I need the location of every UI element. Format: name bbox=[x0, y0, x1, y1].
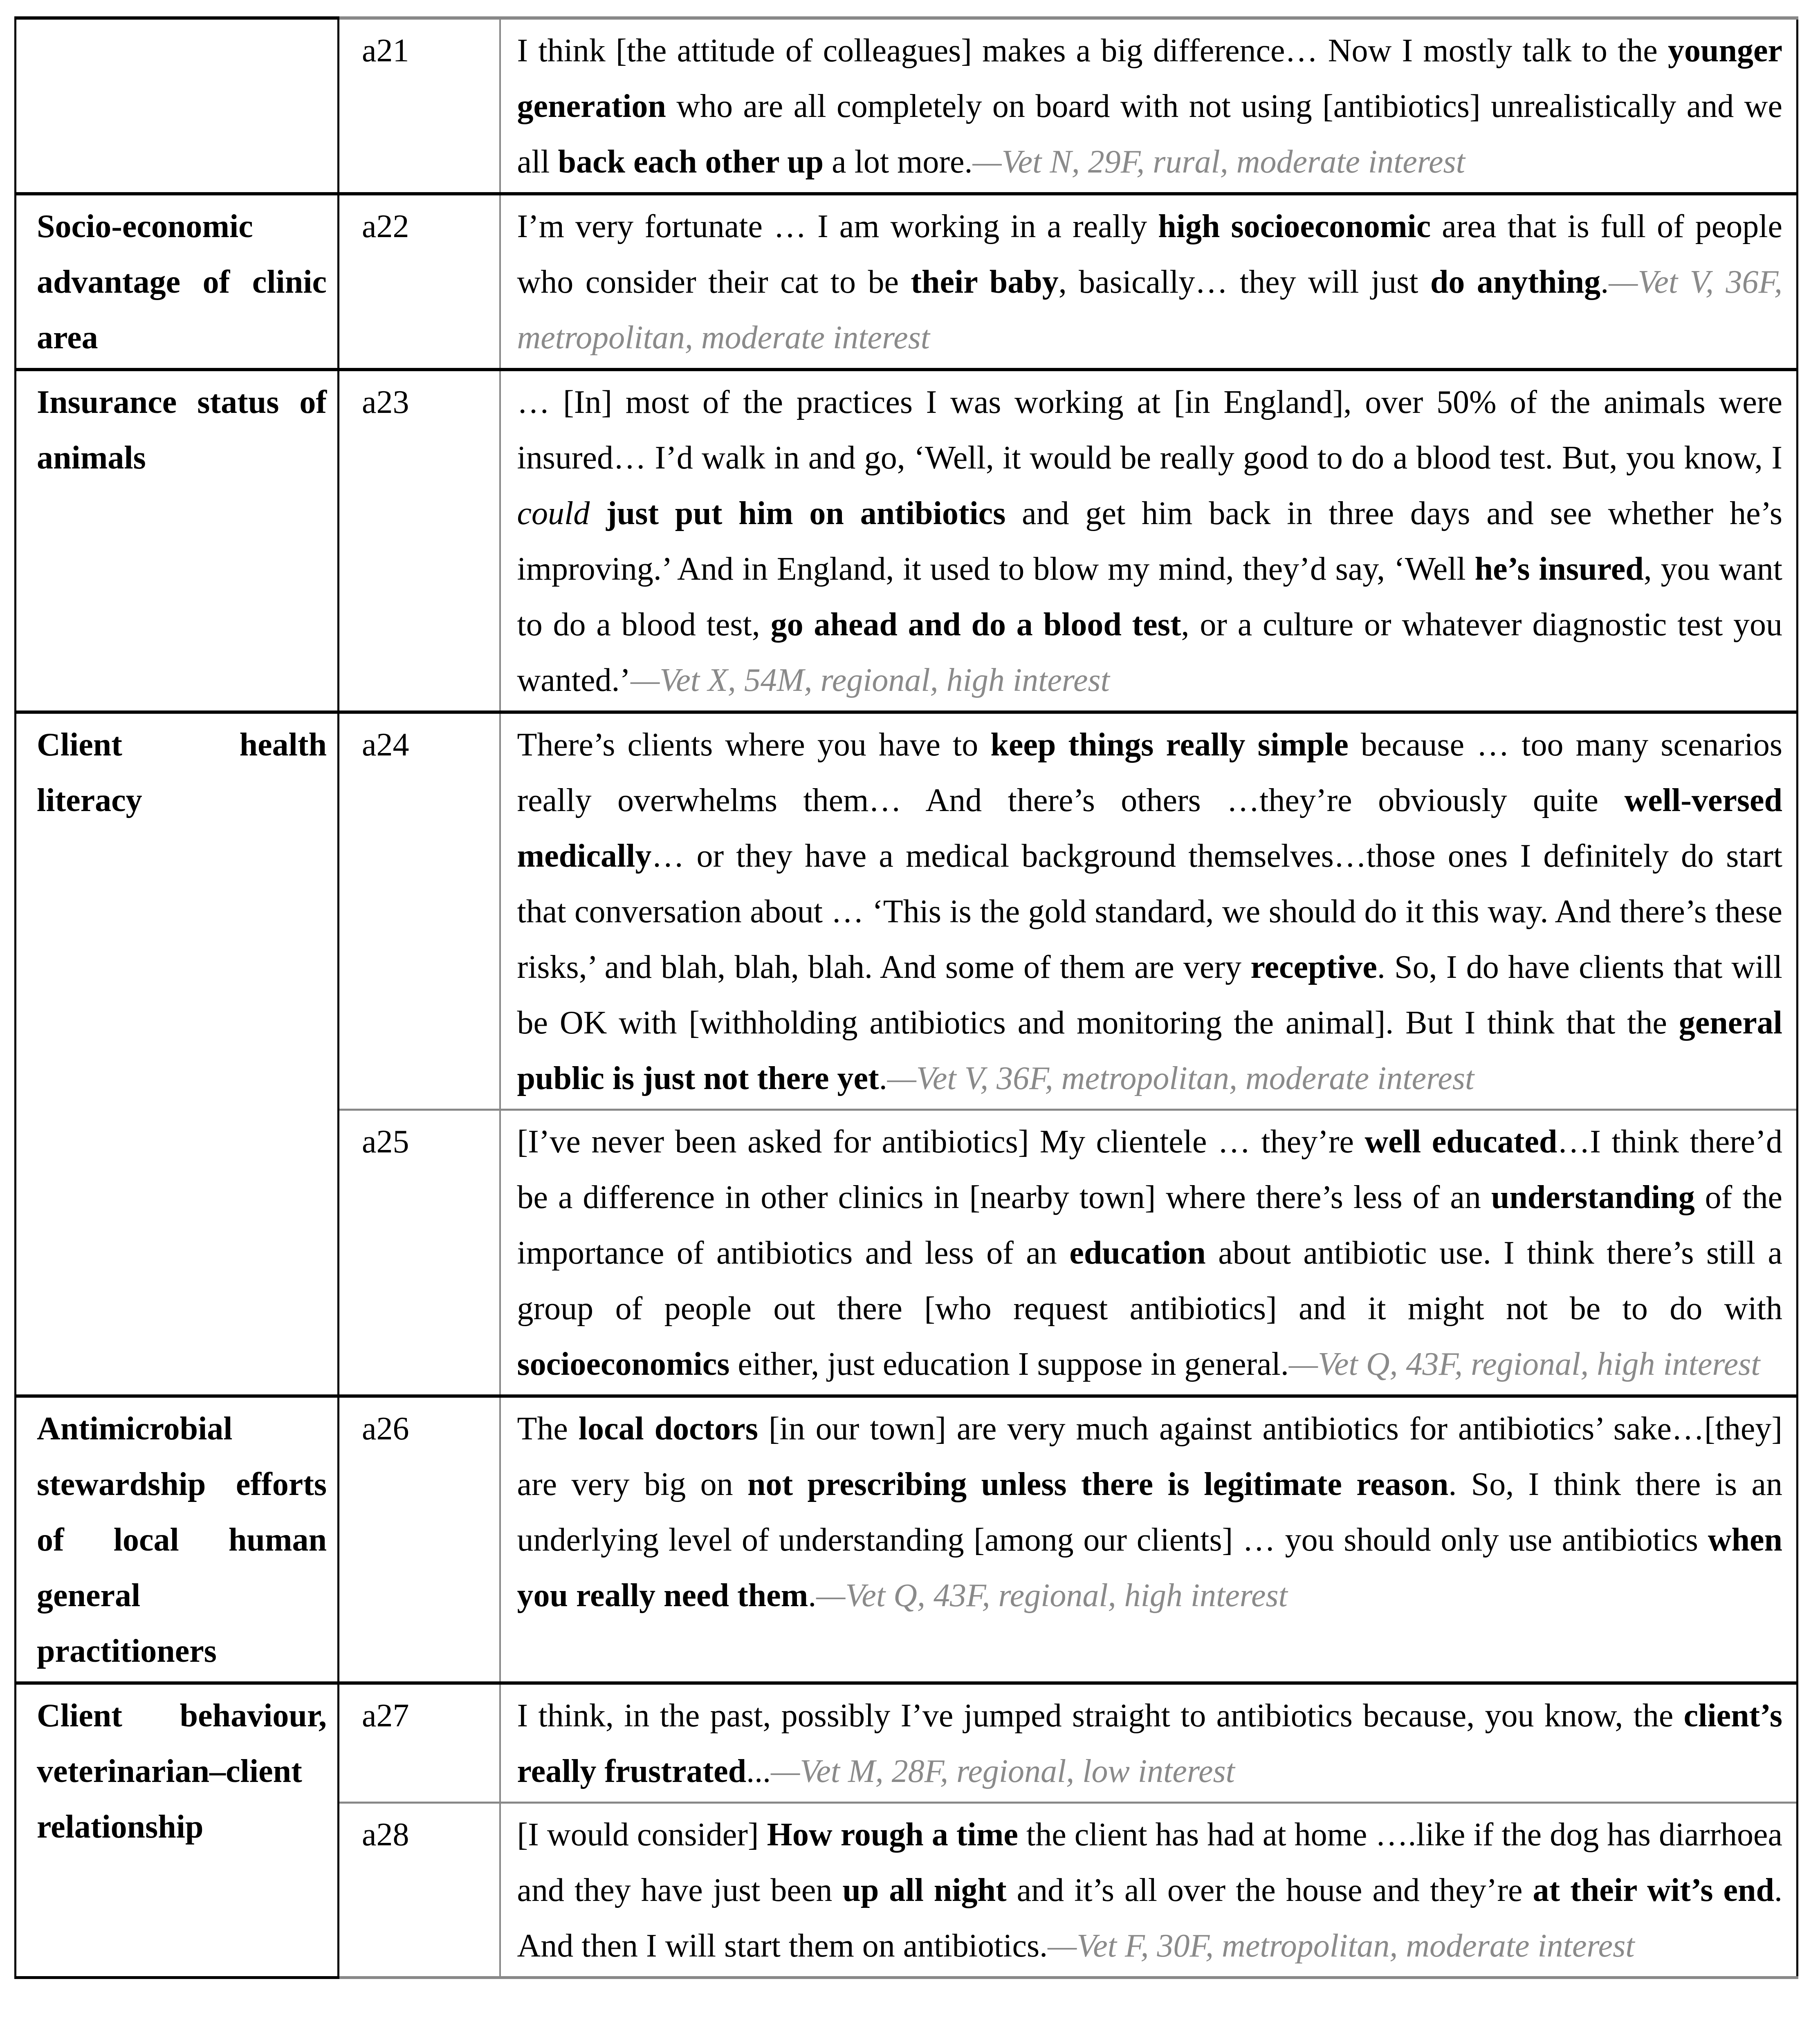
emphasis-text: How rough a time bbox=[767, 1817, 1018, 1853]
quote-segment: ... bbox=[746, 1753, 771, 1789]
emphasis-text: education bbox=[1069, 1235, 1206, 1271]
table-row bbox=[16, 18, 1798, 194]
emphasis-text: when you really need them bbox=[517, 1522, 1782, 1614]
quote-segment: and get him back in three days and see whether he’s improving.’ And in England, it used to blow my mind, they’d say, ‘Well bbox=[517, 495, 1783, 587]
attribution: —Vet X, 54M, regional, high interest bbox=[631, 662, 1110, 698]
quote-text bbox=[517, 1111, 1783, 1394]
attribution: —Vet V, 36F, metropolitan, moderate interest bbox=[887, 1060, 1474, 1096]
attribution: —Vet N, 29F, rural, moderate interest bbox=[972, 144, 1465, 180]
emphasis-text: well educated bbox=[1364, 1124, 1557, 1160]
quote-segment: a lot more. bbox=[824, 144, 973, 180]
quote-segment: [I would consider] bbox=[517, 1817, 767, 1853]
attribution: —Vet F, 30F, metropolitan, moderate interest bbox=[1048, 1928, 1635, 1964]
theme-cell bbox=[16, 712, 339, 1396]
emphasis-text: receptive bbox=[1250, 949, 1377, 985]
quote-cell bbox=[500, 194, 1798, 370]
quote-segment: [I’ve never been asked for antibiotics] My clientele … they’re bbox=[517, 1124, 1365, 1160]
quote-text bbox=[517, 1804, 1783, 1976]
attribution: —Vet V, 36F, metropolitan, moderate interest bbox=[517, 264, 1782, 356]
table-row bbox=[16, 712, 1798, 1110]
emphasis-text: understanding bbox=[1491, 1179, 1695, 1215]
quote-segment: There’s clients where you have to bbox=[517, 727, 991, 763]
emphasis-text: general public is just not there yet bbox=[517, 1005, 1782, 1096]
quote-text bbox=[517, 1398, 1783, 1626]
attribution: —Vet Q, 43F, regional, high interest bbox=[816, 1578, 1288, 1614]
quote-segment bbox=[590, 495, 606, 531]
code-cell bbox=[339, 370, 500, 712]
quote-code: a28 bbox=[362, 1817, 409, 1853]
quote-text bbox=[517, 195, 1783, 368]
quote-segment: , basically… they will just bbox=[1058, 264, 1430, 300]
quote-cell bbox=[500, 18, 1798, 194]
quote-code: a23 bbox=[362, 384, 409, 420]
theme-cell bbox=[16, 370, 339, 712]
theme-label: Antimicrobial stewardship efforts of local human general practitioners bbox=[37, 1411, 327, 1669]
emphasis-text: client’s really frustrated bbox=[517, 1698, 1782, 1789]
quote-cell bbox=[500, 712, 1798, 1110]
code-cell bbox=[339, 1803, 500, 1978]
quote-segment: … or they have a medical background themselves…those ones I definitely do start that conversation about … ‘This is the gold standard, we should do it this way. And there’s these risks,’ and blah, blah, blah. And some of them are very bbox=[517, 838, 1782, 985]
quote-code: a24 bbox=[362, 727, 409, 763]
quote-cell bbox=[500, 1396, 1798, 1683]
quote-code: a22 bbox=[362, 208, 409, 244]
table-row bbox=[16, 1683, 1798, 1803]
theme-label bbox=[37, 20, 327, 25]
theme-label: Insurance status of animals bbox=[37, 384, 327, 476]
emphasis-text: high socioeconomic bbox=[1158, 208, 1431, 244]
theme-cell bbox=[16, 18, 339, 194]
italic-text: could bbox=[517, 495, 590, 531]
code-cell bbox=[339, 194, 500, 370]
attribution: —Vet M, 28F, regional, low interest bbox=[771, 1753, 1235, 1789]
table-row bbox=[16, 1396, 1798, 1683]
quote-text bbox=[517, 20, 1783, 192]
emphasis-text: keep things really simple bbox=[990, 727, 1349, 763]
table-row bbox=[16, 370, 1798, 712]
quote-text bbox=[517, 714, 1783, 1109]
quote-segment: I’m very fortunate … I am working in a really bbox=[517, 208, 1158, 244]
emphasis-text: up all night bbox=[842, 1872, 1007, 1908]
quote-cell bbox=[500, 370, 1798, 712]
quote-segment: , you want to do a blood test, bbox=[517, 551, 1782, 643]
code-cell bbox=[339, 18, 500, 194]
quote-segment: either, just education I suppose in general. bbox=[729, 1346, 1289, 1382]
code-cell bbox=[339, 1110, 500, 1396]
quote-code: a21 bbox=[362, 33, 409, 69]
emphasis-text: their baby bbox=[911, 264, 1059, 300]
quote-cell bbox=[500, 1683, 1798, 1803]
emphasis-text: well-versed medically bbox=[517, 782, 1782, 874]
quote-text bbox=[517, 371, 1783, 710]
quote-segment: about antibiotic use. I think there’s still a group of people out there [who request antibiotics] and it might not be to do with bbox=[517, 1235, 1783, 1327]
quote-cell bbox=[500, 1803, 1798, 1978]
emphasis-text: younger generation bbox=[517, 33, 1782, 124]
theme-label: Client health literacy bbox=[37, 727, 327, 818]
quote-segment: The bbox=[517, 1411, 579, 1447]
quote-segment: . And then I will start them on antibiotics. bbox=[517, 1872, 1783, 1964]
emphasis-text: just put him on antibiotics bbox=[606, 495, 1006, 531]
emphasis-text: not prescribing unless there is legitimate reason bbox=[747, 1466, 1449, 1502]
quote-segment: the client has had at home ….like if the dog has diarrhoea and they have just been bbox=[517, 1817, 1782, 1908]
quote-segment: …I think there’d be a difference in other clinics in [nearby town] where there’s less of an bbox=[517, 1124, 1783, 1215]
quotes-table-body bbox=[16, 18, 1798, 1978]
theme-cell bbox=[16, 194, 339, 370]
theme-label: Client behaviour, veterinarian–client relationship bbox=[37, 1698, 327, 1845]
quote-segment: and it’s all over the house and they’re bbox=[1006, 1872, 1533, 1908]
emphasis-text: go ahead and do a blood test bbox=[770, 607, 1181, 643]
quote-segment: . bbox=[808, 1578, 817, 1614]
quote-segment: of the importance of antibiotics and less of an bbox=[517, 1179, 1782, 1271]
quote-segment: [in our town] are very much against antibiotics for antibiotics’ sake…[they] are very big on bbox=[517, 1411, 1783, 1502]
emphasis-text: at their wit’s end bbox=[1533, 1872, 1775, 1908]
code-cell bbox=[339, 712, 500, 1110]
attribution: —Vet Q, 43F, regional, high interest bbox=[1288, 1346, 1760, 1382]
quotes-table bbox=[14, 16, 1798, 1979]
code-cell bbox=[339, 1683, 500, 1803]
table-row bbox=[16, 194, 1798, 370]
quote-segment: . bbox=[1600, 264, 1609, 300]
emphasis-text: socioeconomics bbox=[517, 1346, 730, 1382]
quote-segment: . So, I think there is an underlying level of understanding [among our clients] … you should only use antibiotics bbox=[517, 1466, 1782, 1558]
quote-code: a27 bbox=[362, 1698, 409, 1734]
quote-segment: . bbox=[879, 1060, 887, 1096]
quote-segment: , or a culture or whatever diagnostic test you wanted.’ bbox=[517, 607, 1782, 698]
quote-text bbox=[517, 1685, 1783, 1802]
quote-segment: who are all completely on board with not using [antibiotics] unrealistically and we all bbox=[517, 88, 1782, 180]
emphasis-text: he’s insured bbox=[1474, 551, 1644, 587]
quote-cell bbox=[500, 1110, 1798, 1396]
quote-segment: … [In] most of the practices I was working at [in England], over 50% of the animals were insured… I’d walk in and go, ‘Well, it would be really good to do a blood test. But, you know, I bbox=[517, 384, 1782, 476]
quote-code: a25 bbox=[362, 1124, 409, 1160]
quote-segment: I think [the attitude of colleagues] makes a big difference… Now I mostly talk to the bbox=[517, 33, 1668, 69]
emphasis-text: back each other up bbox=[558, 144, 824, 180]
quote-segment: . So, I do have clients that will be OK with [withholding antibiotics and monitoring the animal]. But I think that the bbox=[517, 949, 1783, 1041]
theme-cell bbox=[16, 1396, 339, 1683]
quote-code: a26 bbox=[362, 1411, 409, 1447]
emphasis-text: do anything bbox=[1430, 264, 1601, 300]
quote-segment: I think, in the past, possibly I’ve jumped straight to antibiotics because, you know, the bbox=[517, 1698, 1684, 1734]
code-cell bbox=[339, 1396, 500, 1683]
quote-segment: because … too many scenarios really overwhelms them… And there’s others …they’re obviously quite bbox=[517, 727, 1782, 818]
theme-label: Socio-economic advantage of clinic area bbox=[37, 208, 327, 356]
quote-segment: area that is full of people who consider their cat to be bbox=[517, 208, 1782, 300]
emphasis-text: local doctors bbox=[578, 1411, 758, 1447]
theme-cell bbox=[16, 1683, 339, 1978]
